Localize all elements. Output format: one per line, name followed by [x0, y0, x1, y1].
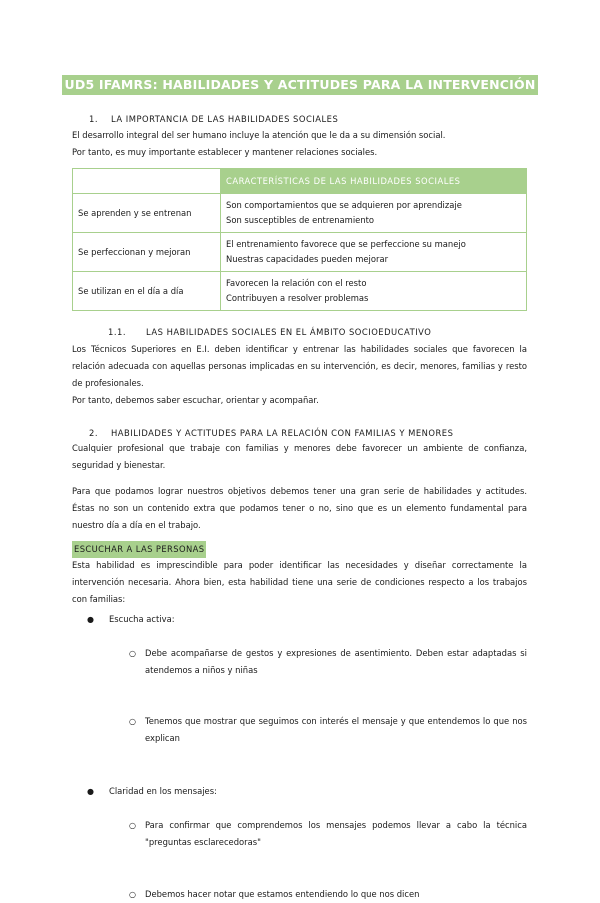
section-1-1-title: LAS HABILIDADES SOCIALES EN EL ÁMBITO SOCIOEDUCATIVO: [146, 327, 432, 337]
list-item: [129, 713, 527, 747]
section-2-title: HABILIDADES Y ACTITUDES PARA LA RELACIÓN CON FAMILIAS Y MENORES: [111, 428, 454, 438]
bullet-icon: ●: [87, 787, 94, 796]
table-row-label: Se perfeccionan y mejoran: [73, 233, 221, 272]
list-item: [129, 817, 527, 851]
table-row-items: [221, 233, 527, 272]
section-2-paragraph-2-text: Para que podamos lograr nuestros objetivos debemos tener una gran serie de habilidades y actitudes. Éstas no son un contenido extra que podamos tener o no, sino que es un elemento fundamental para nuestro día a día en el trabajo.: [72, 486, 527, 530]
table-header-empty: [73, 169, 221, 194]
section-2-heading: [89, 427, 453, 439]
table-row-items: [221, 194, 527, 233]
listen-paragraph: [72, 557, 527, 608]
section-1-1-paragraph: Los Técnicos Superiores en E.I. deben identificar y entrenar las habilidades sociales que favorecen la relación adecuada con aquellas personas implicadas en su intervención, es decir, menores, familias y resto de profesionales.: [72, 344, 527, 388]
sub-bullet-text: Tenemos que mostrar que seguimos con interés el mensaje y que entendemos lo que nos explican: [145, 716, 527, 743]
table-header-row: [73, 169, 527, 194]
bullet-label: Claridad en los mensajes:: [109, 786, 217, 796]
list-item: [129, 645, 527, 679]
section-1-1-line-2: Por tanto, debemos saber escuchar, orientar y acompañar.: [72, 395, 319, 405]
section-2-paragraph-2: [72, 483, 527, 534]
list-item: [129, 886, 527, 903]
list-item: [87, 611, 600, 628]
table-item: El entrenamiento favorece que se perfeccione su manejo: [226, 239, 466, 249]
table-row-items: [221, 272, 527, 311]
section-1-1-number: 1.1.: [108, 327, 126, 337]
listen-paragraph-text: Esta habilidad es imprescindible para poder identificar las necesidades y diseñar correctamente la intervención necesaria. Ahora bien, esta habilidad tiene una serie de condiciones respecto a los trabajos con familias:: [72, 560, 527, 604]
table-row: [73, 272, 527, 311]
table-item: Favorecen la relación con el resto: [226, 278, 367, 288]
section-1-1-heading: [108, 326, 431, 338]
listen-heading: ESCUCHAR A LAS PERSONAS: [72, 541, 206, 558]
list-item: [87, 783, 600, 800]
section-1-line-2: Por tanto, es muy importante establecer y mantener relaciones sociales.: [72, 147, 378, 157]
section-1-title: LA IMPORTANCIA DE LAS HABILIDADES SOCIALES: [111, 114, 339, 124]
section-1-body: [72, 127, 532, 161]
sub-bullet-icon: ○: [129, 649, 136, 658]
section-1-heading: [89, 113, 338, 125]
table-row-label: Se aprenden y se entrenan: [73, 194, 221, 233]
section-1-number: 1.: [89, 114, 98, 124]
section-2-paragraph-1: [72, 440, 527, 474]
table-item: Contribuyen a resolver problemas: [226, 293, 369, 303]
table-row: [73, 233, 527, 272]
title-wrapper: [0, 74, 600, 95]
table-item: Son susceptibles de entrenamiento: [226, 215, 375, 225]
sub-bullet-text: Para confirmar que comprendemos los mensajes podemos llevar a cabo la técnica "preguntas esclarecedoras": [145, 820, 527, 847]
social-skills-table: [72, 168, 527, 311]
bullet-icon: ●: [87, 615, 94, 624]
sub-bullet-icon: ○: [129, 890, 136, 899]
sub-bullet-icon: ○: [129, 821, 136, 830]
table-item: Son comportamientos que se adquieren por aprendizaje: [226, 200, 462, 210]
section-1-1-body: [72, 341, 527, 409]
bullet-label: Escucha activa:: [109, 614, 175, 624]
table-item: Nuestras capacidades pueden mejorar: [226, 254, 389, 264]
sub-bullet-text: Debe acompañarse de gestos y expresiones de asentimiento. Deben estar adaptadas si atendemos a niños y niñas: [145, 648, 527, 675]
section-1-line-1: El desarrollo integral del ser humano incluye la atención que le da a su dimensión social.: [72, 130, 446, 140]
section-2-number: 2.: [89, 428, 98, 438]
table-row-label: Se utilizan en el día a día: [73, 272, 221, 311]
sub-bullet-icon: ○: [129, 717, 136, 726]
table-row: [73, 194, 527, 233]
document-title: UD5 IFAMRS: HABILIDADES Y ACTITUDES PARA LA INTERVENCIÓN: [62, 75, 539, 95]
listen-heading-wrap: [72, 541, 206, 558]
sub-bullet-text: Debemos hacer notar que estamos entendiendo lo que nos dicen: [145, 889, 420, 899]
table-header-characteristics: CARACTERÍSTICAS DE LAS HABILIDADES SOCIALES: [221, 169, 527, 194]
section-2-paragraph-1-text: Cualquier profesional que trabaje con familias y menores debe favorecer un ambiente de confianza, seguridad y bienestar.: [72, 443, 527, 470]
